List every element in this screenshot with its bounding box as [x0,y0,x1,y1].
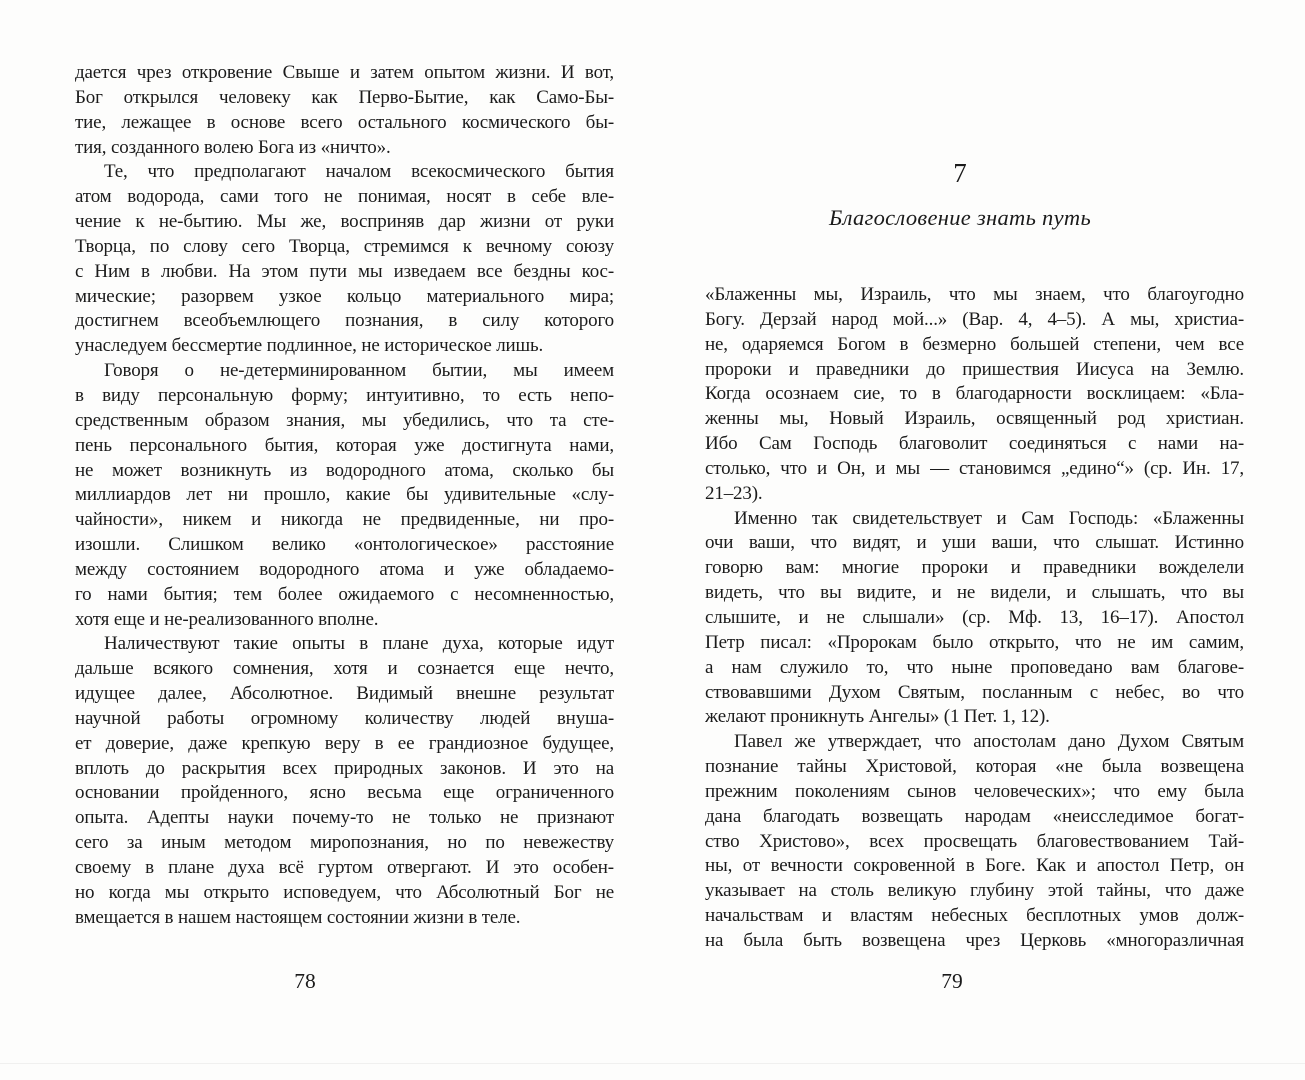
text-line: очи ваши, что видят, и уши ваши, что слышат. Истинно [705,532,1244,554]
text-line: идущее далее, Абсолютное. Видимый внешне результат [75,683,614,705]
text-line: а нам служило то, что ныне проповедано вам благове- [705,656,1244,678]
text-line: указывает на столь великую глубину этой тайны, что даже [705,880,1244,902]
text-line: Наличествуют такие опыты в плане духа, которые идут [104,633,614,655]
text-line: основании пройденного, ясно весьма еще ограниченного [75,782,614,804]
paragraph [75,61,614,160]
scan-edge-artifact [0,1063,1305,1064]
text-line: прежним поколениям сынов человеческих»; что ему была [705,780,1244,802]
text-line: ствовавшими Духом Святым, посланным с небес, во что [705,681,1244,703]
text-line: пророки и праведники до пришествия Иисуса на Землю. [705,358,1244,380]
text-line: Павел же утверждает, что апостолам дано Духом Святым [734,731,1244,753]
text-line: ет доверие, даже крепкую веру в ее грандиозное будущее, [75,732,614,754]
paragraph [705,283,1244,507]
text-line: научной работы огромному количеству людей внуша- [75,707,614,729]
text-line: ны, от вечности сокровенной в Боге. Как и апостол Петр, он [705,855,1244,877]
text-line: Те, что предполагают началом всекосмического бытия [104,161,614,183]
text-line: чайности», никем и никогда не предвиденные, ни про- [75,509,614,531]
text-line: говорю вам: многие пророки и праведники вожделели [705,557,1244,579]
book-page-right [652,0,1305,1080]
chapter-number: 7 [953,158,967,188]
paragraph [75,359,614,632]
text-line: не может возникнуть из водородного атома, сколько бы [75,459,614,481]
page-left-text-column [75,61,614,931]
text-line: начальствам и властям небесных бесплотных умов долж- [705,905,1244,927]
paragraph [75,632,614,930]
text-line: сего за иным методом миропознания, но по невежеству [75,832,614,854]
text-line: пень персонального бытия, которая уже достигнута нами, [75,434,614,456]
text-line: «Блаженны мы, Израиль, что мы знаем, что благоугодно [705,284,1244,305]
paragraph [705,730,1244,954]
text-line: с Ним в любви. На этом пути мы изведаем все бездны кос- [75,260,614,282]
text-line: дается чрез откровение Свыше и затем опытом жизни. И вот, [75,62,614,83]
text-line: Бог открылся человеку как Перво-Бытие, как Само-Бы- [75,86,614,108]
text-line: познание тайны Христовой, которая «не была возвещена [705,756,1244,778]
page-number-right: 79 [941,969,963,993]
text-line: на была быть возвещена чрез Церковь «многоразличная [705,929,1244,951]
text-line: 21–23). [705,482,763,504]
text-line: Ибо Сам Господь благоволит соединяться с нами на- [705,433,1244,455]
text-line: вплоть до раскрытия всех природных законов. И это на [75,757,614,779]
text-line: средственным образом знания, мы убедились, что та сте- [75,409,614,431]
paragraph [705,507,1244,731]
text-line: но когда мы открыто исповедуем, что Абсолютный Бог не [75,881,614,903]
text-line: ство Христово», всех просвещать благовествованием Тай- [705,830,1244,852]
text-line: миллиардов лет ни прошло, какие бы удивительные «слу- [75,484,614,506]
text-line: го нами бытия; тем более ожидаемого с несомненностью, [75,583,614,605]
text-line: Творца, по слову сего Творца, стремимся к вечному союзу [75,235,614,257]
page-right-text-column [705,283,1244,954]
text-line: мические; разорвем узкое кольцо материального мира; [75,285,614,307]
text-line: тие, лежащее в основе всего остального космического бы- [75,111,614,133]
text-line: своему в плане духа всё гуртом отвергают. И это особен- [75,857,614,878]
page-number-left: 78 [294,969,316,993]
chapter-title: Благословение знать путь [829,205,1091,230]
text-line: вмещается в нашем настоящем состоянии жизни в теле. [75,906,521,928]
text-line: унаследуем бессмертие подлинное, не историческое лишь. [75,335,544,357]
text-line: Говоря о не-детерминированном бытии, мы имеем [104,360,614,382]
text-line: желают проникнуть Ангелы» (1 Пет. 1, 12). [705,706,1050,728]
text-line: опыта. Адепты науки почему-то не только не признают [75,807,614,829]
text-line: Именно так свидетельствует и Сам Господь: «Блаженны [734,507,1244,529]
text-line: чение к не-бытию. Мы же, восприняв дар жизни от руки [75,211,614,233]
text-line: женны мы, Новый Израиль, освященный род христиан. [705,408,1244,430]
text-line: тия, созданного волею Бога из «ничто». [75,136,391,158]
text-line: Богу. Дерзай народ мой...» (Вар. 4, 4–5). А мы, христиа- [705,308,1244,330]
text-line: столько, что и Он, и мы — становимся „едино“» (ср. Ин. 17, [705,457,1244,479]
book-page-left [0,0,652,1080]
text-line: дальше всякого сомнения, хотя и сознается еще нечто, [75,658,614,680]
text-line: Петр писал: «Пророкам было открыто, что не им самим, [705,631,1244,653]
text-line: хотя еще и не-реализованного вполне. [75,608,379,630]
paragraph [75,160,614,359]
text-line: изошли. Слишком велико «онтологическое» расстояние [75,534,614,556]
text-line: дана благодать возвещать народам «неисследимое богат- [705,805,1244,827]
text-line: не, одаряемся Богом в безмерно большей степени, чем все [705,333,1244,355]
text-line: достигнем всеобъемлющего познания, в силу которого [75,310,614,332]
text-line: видеть, что вы видите, и не видели, и слышать, что вы [705,582,1244,604]
text-line: слышите, и не слышали» (ср. Мф. 13, 16–17). Апостол [705,606,1244,628]
text-line: атом водорода, сами того не понимая, носят в себе вле- [75,186,614,208]
text-line: в виду персональную форму; интуитивно, то есть непо- [75,384,614,406]
text-line: между состоянием водородного атома и уже обладаемо- [75,558,614,580]
text-line: Когда осознаем сие, то в благодарности восклицаем: «Бла- [705,383,1244,405]
